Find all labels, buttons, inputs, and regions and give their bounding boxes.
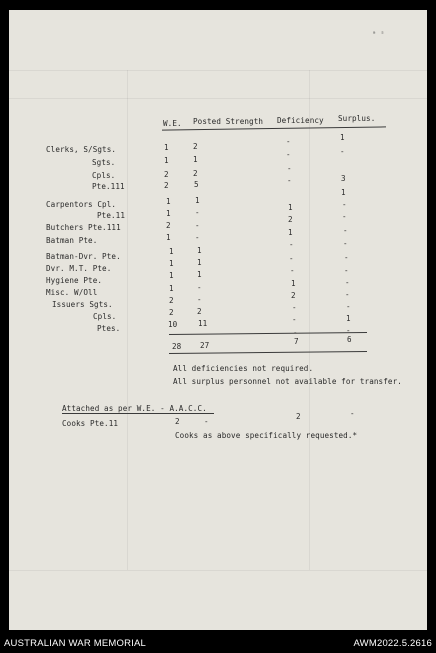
show-through-line: [309, 70, 310, 570]
we-cell: 2: [164, 181, 169, 190]
surplus-cell: -: [342, 212, 347, 221]
note-surplus: All surplus personnel not available for transfer.: [173, 377, 402, 386]
row-label: Pte.11: [97, 211, 126, 220]
we-cell: 2: [166, 221, 171, 230]
footer-accession: AWM2022.5.2616: [353, 638, 432, 649]
deficiency-cell: -: [286, 137, 291, 146]
posted-cell: 2: [193, 169, 198, 178]
row-label: Cpls.: [93, 312, 117, 321]
deficiency-cell: -: [290, 266, 295, 275]
document-page: [9, 10, 427, 630]
show-through-line: [9, 98, 427, 99]
surplus-cell: -: [342, 200, 347, 209]
header-we: W.E.: [163, 119, 182, 128]
header-posted-strength: Posted Strength: [193, 117, 264, 126]
posted-cell: 11: [198, 319, 208, 328]
posted-cell: 1: [197, 270, 202, 279]
row-label: Misc. W/Oll: [46, 288, 98, 297]
row-label: Cpls.: [92, 171, 116, 180]
we-cell: 1: [169, 271, 174, 280]
total-we: 28: [172, 342, 182, 351]
surplus-cell: -: [345, 290, 350, 299]
attached-underline: [62, 413, 214, 414]
deficiency-cell: 2: [291, 291, 296, 300]
we-cell: 2: [169, 296, 174, 305]
we-cell: 10: [168, 320, 178, 329]
note-deficiencies: All deficiencies not required.: [173, 364, 314, 373]
posted-cell: 1: [193, 155, 198, 164]
surplus-cell: -: [343, 226, 348, 235]
row-label: Batman Pte.: [46, 236, 98, 245]
row-label: Clerks, S/Sgts.: [46, 145, 117, 154]
surplus-cell: -: [343, 239, 348, 248]
row-label: Hygiene Pte.: [46, 276, 103, 285]
deficiency-cell: -: [286, 150, 291, 159]
posted-cell: -: [195, 233, 200, 242]
surplus-cell: 1: [340, 133, 345, 142]
surplus-cell: -: [340, 147, 345, 156]
show-through-line: [127, 70, 128, 570]
we-cell: 1: [169, 284, 174, 293]
row-label: Butchers Pte.111: [46, 223, 121, 232]
total-posted: 27: [200, 341, 210, 350]
we-cell: 1: [169, 247, 174, 256]
we-cell: 1: [164, 156, 169, 165]
deficiency-cell: 1: [288, 228, 293, 237]
posted-cell: 1: [197, 246, 202, 255]
row-label: Carpentors Cpl.: [46, 200, 117, 209]
cooks-we: 2: [175, 417, 180, 426]
deficiency-cell: -: [289, 254, 294, 263]
corner-mark: ᵃ ˢ: [372, 30, 385, 38]
posted-cell: -: [197, 283, 202, 292]
posted-cell: -: [197, 295, 202, 304]
row-label: Dvr. M.T. Pte.: [46, 264, 112, 273]
deficiency-cell: 2: [288, 215, 293, 224]
attached-heading: Attached as per W.E. - A.A.C.C.: [62, 404, 207, 413]
posted-cell: 1: [197, 258, 202, 267]
we-cell: 2: [169, 308, 174, 317]
we-cell: 1: [169, 259, 174, 268]
we-cell: 1: [166, 197, 171, 206]
posted-cell: 1: [195, 196, 200, 205]
cooks-surplus: -: [350, 409, 355, 418]
deficiency-cell: -: [289, 240, 294, 249]
deficiency-cell: 1: [288, 203, 293, 212]
cooks-deficiency: 2: [296, 412, 301, 421]
we-cell: 1: [166, 209, 171, 218]
show-through-line: [9, 70, 427, 71]
row-label: Pte.111: [92, 182, 125, 191]
posted-cell: -: [195, 221, 200, 230]
posted-cell: 2: [193, 142, 198, 151]
we-cell: 1: [166, 233, 171, 242]
deficiency-cell: -: [292, 303, 297, 312]
surplus-cell: -: [344, 266, 349, 275]
row-label: Batman-Dvr. Pte.: [46, 252, 121, 261]
deficiency-cell: -: [287, 176, 292, 185]
show-through-line: [9, 570, 427, 571]
surplus-cell: 1: [346, 314, 351, 323]
surplus-cell: -: [344, 253, 349, 262]
surplus-cell: -: [346, 302, 351, 311]
footer-source: AUSTRALIAN WAR MEMORIAL: [4, 638, 147, 649]
posted-cell: 5: [194, 180, 199, 189]
cooks-label: Cooks Pte.11: [62, 419, 119, 428]
surplus-cell: 1: [341, 188, 346, 197]
deficiency-cell: 1: [291, 279, 296, 288]
total-surplus: 6: [347, 335, 352, 344]
surplus-cell: -: [346, 326, 351, 335]
header-deficiency: Deficiency: [277, 116, 324, 125]
row-label: Sgts.: [92, 158, 116, 167]
header-surplus: Surplus.: [338, 114, 376, 123]
deficiency-cell: -: [287, 164, 292, 173]
cooks-note: Cooks as above specifically requested.*: [175, 431, 358, 440]
cooks-posted: -: [204, 417, 209, 426]
we-cell: 1: [164, 143, 169, 152]
row-label: Issuers Sgts.: [52, 300, 113, 309]
posted-cell: 2: [197, 307, 202, 316]
we-cell: 2: [164, 170, 169, 179]
total-deficiency: 7: [294, 337, 299, 346]
surplus-cell: 3: [341, 174, 346, 183]
deficiency-cell: -: [292, 315, 297, 324]
posted-cell: -: [195, 208, 200, 217]
row-label: Ptes.: [97, 324, 121, 333]
surplus-cell: -: [345, 278, 350, 287]
